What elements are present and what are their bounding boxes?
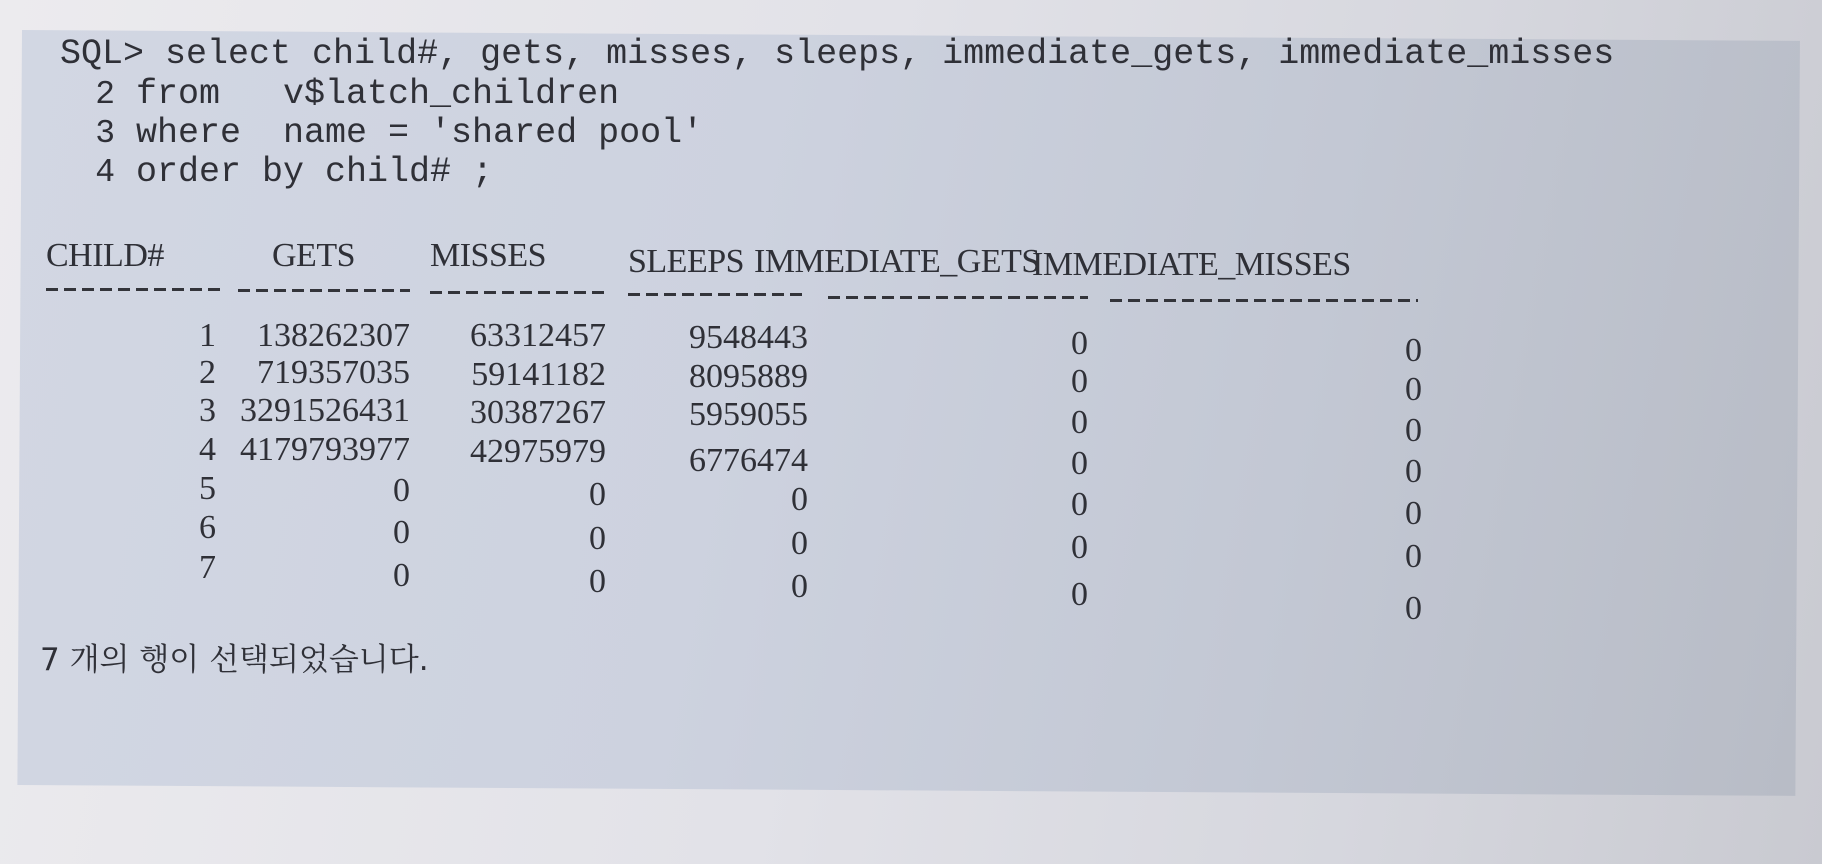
- cell-sleeps: 0: [791, 568, 808, 605]
- cell-sleeps: 0: [791, 525, 808, 562]
- cell-immediate-gets: 0: [1071, 486, 1088, 523]
- cell-misses: 30387267: [470, 394, 606, 431]
- cell-sleeps: 9548443: [689, 319, 808, 356]
- cell-child: 2: [199, 354, 216, 391]
- cell-immediate-gets: 0: [1071, 363, 1088, 400]
- cell-child: 1: [199, 317, 216, 354]
- column-header-child: CHILD#: [46, 237, 164, 274]
- cell-immediate-gets: 0: [1071, 404, 1088, 441]
- cell-immediate-gets: 0: [1071, 445, 1088, 482]
- separator-misses: [430, 291, 606, 294]
- separator-immediate-gets: [828, 296, 1088, 299]
- cell-child: 3: [199, 392, 216, 429]
- column-header-immediate-misses: IMMEDIATE_MISSES: [1032, 246, 1351, 283]
- cell-misses: 0: [589, 476, 606, 513]
- rows-selected-message: 7 개의 행이 선택되었습니다.: [40, 642, 429, 678]
- cell-misses: 0: [589, 520, 606, 557]
- separator-sleeps: [628, 293, 808, 296]
- line-number-4: 4: [95, 154, 115, 191]
- column-header-misses: MISSES: [430, 237, 547, 274]
- cell-gets: 4179793977: [240, 431, 410, 468]
- separator-immediate-misses: [1110, 299, 1418, 302]
- cell-immediate-gets: 0: [1071, 325, 1088, 362]
- query-line-3: where name = 'shared pool': [136, 113, 704, 153]
- cell-gets: 0: [393, 557, 410, 594]
- cell-misses: 0: [589, 563, 606, 600]
- column-header-sleeps: SLEEPS: [628, 243, 745, 280]
- cell-immediate-misses: 0: [1405, 495, 1422, 532]
- cell-immediate-misses: 0: [1405, 332, 1422, 369]
- column-header-immediate-gets: IMMEDIATE_GETS: [754, 243, 1040, 280]
- sql-prompt-line: [60, 34, 1614, 74]
- cell-immediate-gets: 0: [1071, 529, 1088, 566]
- cell-immediate-misses: 0: [1405, 590, 1422, 627]
- cell-sleeps: 5959055: [689, 396, 808, 433]
- separator-child: [46, 288, 226, 291]
- cell-sleeps: 6776474: [689, 442, 808, 479]
- query-line-4: order by child# ;: [136, 152, 494, 192]
- sql-prompt: SQL>: [60, 34, 145, 74]
- line-number-3: 3: [95, 115, 115, 152]
- cell-sleeps: 0: [791, 481, 808, 518]
- cell-immediate-misses: 0: [1405, 453, 1422, 490]
- cell-gets: 0: [393, 514, 410, 551]
- cell-misses: 59141182: [471, 356, 606, 393]
- separator-gets: [238, 289, 410, 292]
- cell-immediate-misses: 0: [1405, 412, 1422, 449]
- cell-misses: 42975979: [470, 433, 606, 470]
- cell-sleeps: 8095889: [689, 358, 808, 395]
- cell-immediate-gets: 0: [1071, 576, 1088, 613]
- cell-immediate-misses: 0: [1405, 371, 1422, 408]
- cell-child: 5: [199, 470, 216, 507]
- cell-child: 6: [199, 509, 216, 546]
- cell-gets: 0: [393, 472, 410, 509]
- cell-child: 7: [199, 549, 216, 586]
- query-line-1: select child#, gets, misses, sleeps, immediate_gets, immediate_misses: [165, 34, 1615, 74]
- cell-misses: 63312457: [470, 317, 606, 354]
- query-line-2: from v$latch_children: [136, 74, 620, 114]
- cell-immediate-misses: 0: [1405, 538, 1422, 575]
- cell-gets: 3291526431: [240, 392, 410, 429]
- cell-gets: 719357035: [257, 354, 410, 391]
- line-number-2: 2: [95, 76, 115, 113]
- cell-child: 4: [199, 431, 216, 468]
- column-header-gets: GETS: [272, 237, 355, 274]
- cell-gets: 138262307: [257, 317, 410, 354]
